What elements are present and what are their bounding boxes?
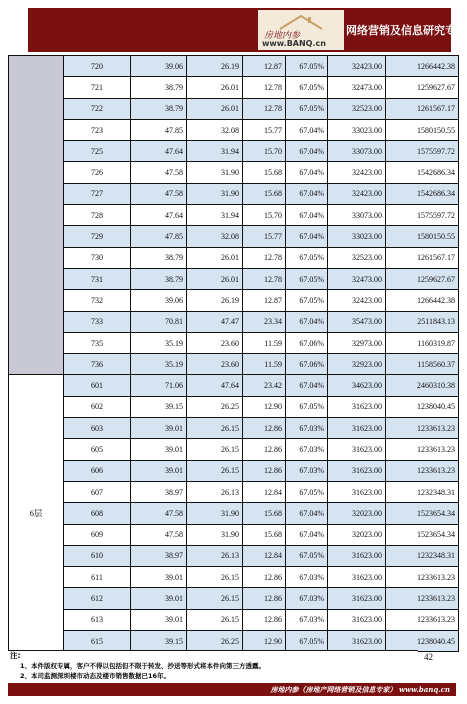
unit-price-table — [8, 55, 459, 652]
unit-number-cell: 607 — [64, 481, 131, 502]
table-body — [9, 56, 459, 652]
table-cell: 26.01 — [187, 247, 243, 268]
table-cell: 12.78 — [243, 247, 286, 268]
table-cell: 38.79 — [131, 247, 187, 268]
table-cell: 33073.00 — [328, 205, 386, 226]
table-cell: 12.86 — [243, 609, 286, 630]
table-cell: 38.79 — [131, 77, 187, 98]
table-cell: 15.77 — [243, 119, 286, 140]
table-cell: 32423.00 — [328, 290, 386, 311]
table-row — [9, 460, 459, 481]
unit-number-cell: 608 — [64, 503, 131, 524]
table-cell: 15.70 — [243, 205, 286, 226]
footer-notes — [8, 650, 418, 683]
table-cell: 33023.00 — [328, 119, 386, 140]
table-cell: 67.05% — [286, 290, 328, 311]
unit-number-cell: 603 — [64, 418, 131, 439]
table-cell: 35.19 — [131, 354, 187, 375]
table-row — [9, 183, 459, 204]
table-cell: 38.97 — [131, 481, 187, 502]
unit-number-cell: 721 — [64, 77, 131, 98]
unit-number-cell: 720 — [64, 56, 131, 77]
unit-number-cell: 736 — [64, 354, 131, 375]
table-cell: 26.01 — [187, 77, 243, 98]
unit-number-cell: 612 — [64, 588, 131, 609]
table-cell: 67.04% — [286, 375, 328, 396]
table-row — [9, 354, 459, 375]
table-cell: 38.79 — [131, 268, 187, 289]
table-cell: 67.05% — [286, 545, 328, 566]
table-cell: 26.15 — [187, 418, 243, 439]
table-cell: 15.68 — [243, 162, 286, 183]
table-cell: 67.04% — [286, 226, 328, 247]
table-cell: 31.90 — [187, 524, 243, 545]
table-cell: 67.04% — [286, 162, 328, 183]
table-row — [9, 77, 459, 98]
table-cell: 31623.00 — [328, 418, 386, 439]
table-row — [9, 98, 459, 119]
company-logo — [258, 10, 344, 50]
table-cell: 12.84 — [243, 545, 286, 566]
table-cell: 47.85 — [131, 226, 187, 247]
table-cell: 39.06 — [131, 290, 187, 311]
table-cell: 67.05% — [286, 247, 328, 268]
table-row — [9, 205, 459, 226]
table-row — [9, 268, 459, 289]
table-row — [9, 439, 459, 460]
table-cell: 67.05% — [286, 56, 328, 77]
table-cell: 47.58 — [131, 162, 187, 183]
table-cell: 12.84 — [243, 481, 286, 502]
table-cell: 31623.00 — [328, 588, 386, 609]
table-cell: 1232348.31 — [386, 481, 459, 502]
table-cell: 38.79 — [131, 98, 187, 119]
table-cell: 12.86 — [243, 460, 286, 481]
table-row — [9, 503, 459, 524]
table-cell: 32423.00 — [328, 56, 386, 77]
unit-number-cell: 610 — [64, 545, 131, 566]
table-cell: 26.01 — [187, 98, 243, 119]
table-cell: 67.05% — [286, 396, 328, 417]
table-cell: 15.70 — [243, 141, 286, 162]
unit-number-cell: 609 — [64, 524, 131, 545]
table-cell: 1261567.17 — [386, 247, 459, 268]
table-cell: 1542686.34 — [386, 162, 459, 183]
table-row — [9, 588, 459, 609]
table-cell: 1233613.23 — [386, 609, 459, 630]
table-cell: 1266442.38 — [386, 290, 459, 311]
table-cell: 32423.00 — [328, 183, 386, 204]
table-cell: 71.06 — [131, 375, 187, 396]
table-cell: 26.15 — [187, 460, 243, 481]
table-cell: 47.64 — [131, 205, 187, 226]
table-cell: 12.78 — [243, 98, 286, 119]
table-cell: 15.68 — [243, 183, 286, 204]
logo-url: www.BANQ.cn — [262, 39, 326, 48]
table-cell: 1232348.31 — [386, 545, 459, 566]
table-cell: 67.04% — [286, 503, 328, 524]
unit-number-cell: 728 — [64, 205, 131, 226]
table-cell: 26.15 — [187, 567, 243, 588]
table-row — [9, 290, 459, 311]
table-cell: 1158560.37 — [386, 354, 459, 375]
unit-number-cell: 722 — [64, 98, 131, 119]
table-cell: 67.05% — [286, 481, 328, 502]
table-cell: 26.25 — [187, 631, 243, 652]
table-row — [9, 226, 459, 247]
table-cell: 67.06% — [286, 332, 328, 353]
table-cell: 31623.00 — [328, 460, 386, 481]
table-cell: 23.60 — [187, 332, 243, 353]
unit-number-cell: 602 — [64, 396, 131, 417]
note-title: 注: — [10, 651, 21, 660]
table-row — [9, 56, 459, 77]
unit-number-cell: 731 — [64, 268, 131, 289]
table-cell: 2511843.13 — [386, 311, 459, 332]
table-cell: 47.58 — [131, 503, 187, 524]
page-header — [28, 8, 467, 52]
table-cell: 47.58 — [131, 524, 187, 545]
table-cell: 67.04% — [286, 524, 328, 545]
table-cell: 39.01 — [131, 609, 187, 630]
table-cell: 2460310.38 — [386, 375, 459, 396]
table-cell: 1238040.45 — [386, 631, 459, 652]
table-cell: 15.77 — [243, 226, 286, 247]
table-cell: 32473.00 — [328, 268, 386, 289]
unit-number-cell: 606 — [64, 460, 131, 481]
table-cell: 23.60 — [187, 354, 243, 375]
table-cell: 12.87 — [243, 56, 286, 77]
table-cell: 1233613.23 — [386, 418, 459, 439]
table-cell: 1542686.34 — [386, 183, 459, 204]
table-cell: 67.06% — [286, 354, 328, 375]
table-cell: 67.03% — [286, 588, 328, 609]
table-cell: 1233613.23 — [386, 567, 459, 588]
unit-number-cell: 732 — [64, 290, 131, 311]
table-cell: 39.15 — [131, 631, 187, 652]
table-cell: 1160319.87 — [386, 332, 459, 353]
table-cell: 47.85 — [131, 119, 187, 140]
bottom-brand-bar: 房地内参（房地产网络营销及信息专家） www.banq.cn — [8, 683, 456, 696]
table-cell: 70.81 — [131, 311, 187, 332]
table-cell: 31.90 — [187, 503, 243, 524]
table-cell: 67.04% — [286, 141, 328, 162]
table-row — [9, 545, 459, 566]
table-cell: 34623.00 — [328, 375, 386, 396]
table-row — [9, 332, 459, 353]
table-cell: 32.08 — [187, 226, 243, 247]
table-cell: 1266442.38 — [386, 56, 459, 77]
table-cell: 23.34 — [243, 311, 286, 332]
note-line-2: 2、本司监测深圳楼市动态及楼市销售数据已16年。 — [20, 672, 171, 680]
unit-number-cell: 615 — [64, 631, 131, 652]
unit-number-cell: 601 — [64, 375, 131, 396]
floor-cell: 6层 — [9, 375, 64, 652]
table-cell: 1233613.23 — [386, 460, 459, 481]
table-cell: 31623.00 — [328, 545, 386, 566]
sales-table-container — [8, 55, 458, 652]
table-cell: 67.03% — [286, 418, 328, 439]
unit-number-cell: 723 — [64, 119, 131, 140]
table-cell: 1523654.34 — [386, 503, 459, 524]
table-row — [9, 631, 459, 652]
table-cell: 26.19 — [187, 290, 243, 311]
table-cell: 12.78 — [243, 77, 286, 98]
table-row — [9, 375, 459, 396]
table-cell: 67.05% — [286, 98, 328, 119]
table-cell: 47.64 — [131, 141, 187, 162]
table-cell: 32023.00 — [328, 503, 386, 524]
table-cell: 11.59 — [243, 332, 286, 353]
unit-number-cell: 611 — [64, 567, 131, 588]
note-line-1: 1、本件版权专属，客户不得以包括但不限于转发、抄送等形式将本件向第三方透露。 — [20, 662, 266, 670]
table-cell: 47.47 — [187, 311, 243, 332]
table-cell: 67.03% — [286, 609, 328, 630]
table-cell: 26.15 — [187, 609, 243, 630]
unit-number-cell: 726 — [64, 162, 131, 183]
table-cell: 67.03% — [286, 439, 328, 460]
table-cell: 31623.00 — [328, 396, 386, 417]
table-cell: 39.01 — [131, 588, 187, 609]
unit-number-cell: 605 — [64, 439, 131, 460]
header-title: 网络营销及信息研究专家 — [346, 24, 467, 37]
page-number: 42 — [424, 652, 433, 662]
table-cell: 1259627.67 — [386, 268, 459, 289]
table-cell: 39.01 — [131, 567, 187, 588]
table-cell: 12.86 — [243, 567, 286, 588]
table-cell: 12.87 — [243, 290, 286, 311]
table-cell: 35.19 — [131, 332, 187, 353]
table-cell: 26.01 — [187, 268, 243, 289]
table-row — [9, 119, 459, 140]
logo-chinese-name: 房地内参 — [264, 31, 301, 41]
table-cell: 26.13 — [187, 545, 243, 566]
table-cell: 26.15 — [187, 588, 243, 609]
table-cell: 67.04% — [286, 119, 328, 140]
table-row — [9, 141, 459, 162]
table-cell: 31.90 — [187, 162, 243, 183]
table-cell: 12.86 — [243, 418, 286, 439]
table-row — [9, 609, 459, 630]
table-cell: 67.05% — [286, 631, 328, 652]
table-cell: 32523.00 — [328, 247, 386, 268]
table-cell: 67.04% — [286, 205, 328, 226]
table-cell: 31623.00 — [328, 439, 386, 460]
table-cell: 1580150.55 — [386, 119, 459, 140]
table-cell: 1238040.45 — [386, 396, 459, 417]
table-cell: 39.06 — [131, 56, 187, 77]
table-cell: 15.68 — [243, 524, 286, 545]
table-cell: 67.04% — [286, 311, 328, 332]
table-row — [9, 567, 459, 588]
table-cell: 32023.00 — [328, 524, 386, 545]
table-cell: 31.94 — [187, 141, 243, 162]
table-cell: 26.25 — [187, 396, 243, 417]
floor-cell — [9, 56, 64, 375]
table-cell: 26.19 — [187, 56, 243, 77]
table-cell: 67.05% — [286, 77, 328, 98]
unit-number-cell: 613 — [64, 609, 131, 630]
table-cell: 33073.00 — [328, 141, 386, 162]
unit-number-cell: 730 — [64, 247, 131, 268]
table-cell: 1261567.17 — [386, 98, 459, 119]
table-cell: 26.13 — [187, 481, 243, 502]
unit-number-cell: 733 — [64, 311, 131, 332]
table-cell: 67.04% — [286, 183, 328, 204]
table-cell: 67.03% — [286, 567, 328, 588]
table-cell: 32973.00 — [328, 332, 386, 353]
table-cell: 1233613.23 — [386, 588, 459, 609]
table-cell: 47.64 — [187, 375, 243, 396]
table-row — [9, 481, 459, 502]
table-cell: 12.78 — [243, 268, 286, 289]
table-cell: 39.15 — [131, 396, 187, 417]
table-row — [9, 247, 459, 268]
table-cell: 12.90 — [243, 631, 286, 652]
table-cell: 67.03% — [286, 460, 328, 481]
table-cell: 31.94 — [187, 205, 243, 226]
table-cell: 47.58 — [131, 183, 187, 204]
unit-number-cell: 725 — [64, 141, 131, 162]
table-cell: 32923.00 — [328, 354, 386, 375]
table-cell: 1523654.34 — [386, 524, 459, 545]
table-cell: 38.97 — [131, 545, 187, 566]
table-cell: 32423.00 — [328, 162, 386, 183]
table-row — [9, 524, 459, 545]
table-cell: 32523.00 — [328, 98, 386, 119]
table-cell: 23.42 — [243, 375, 286, 396]
table-cell: 11.59 — [243, 354, 286, 375]
unit-number-cell: 727 — [64, 183, 131, 204]
table-cell: 1575597.72 — [386, 205, 459, 226]
unit-number-cell: 729 — [64, 226, 131, 247]
table-cell: 26.15 — [187, 439, 243, 460]
table-cell: 1575597.72 — [386, 141, 459, 162]
table-cell: 31623.00 — [328, 567, 386, 588]
table-cell: 31623.00 — [328, 609, 386, 630]
table-cell: 31623.00 — [328, 481, 386, 502]
table-cell: 39.01 — [131, 439, 187, 460]
table-cell: 15.68 — [243, 503, 286, 524]
table-cell: 35473.00 — [328, 311, 386, 332]
table-row — [9, 418, 459, 439]
table-cell: 33023.00 — [328, 226, 386, 247]
table-cell: 32.08 — [187, 119, 243, 140]
unit-number-cell: 735 — [64, 332, 131, 353]
table-cell: 12.86 — [243, 588, 286, 609]
table-cell: 31623.00 — [328, 631, 386, 652]
table-cell: 1233613.23 — [386, 439, 459, 460]
table-cell: 1259627.67 — [386, 77, 459, 98]
table-cell: 1580150.55 — [386, 226, 459, 247]
table-cell: 39.01 — [131, 418, 187, 439]
table-cell: 12.86 — [243, 439, 286, 460]
table-row — [9, 162, 459, 183]
table-row — [9, 311, 459, 332]
table-row — [9, 396, 459, 417]
table-cell: 32473.00 — [328, 77, 386, 98]
table-cell: 31.90 — [187, 183, 243, 204]
table-cell: 12.90 — [243, 396, 286, 417]
table-cell: 67.05% — [286, 268, 328, 289]
table-cell: 39.01 — [131, 460, 187, 481]
